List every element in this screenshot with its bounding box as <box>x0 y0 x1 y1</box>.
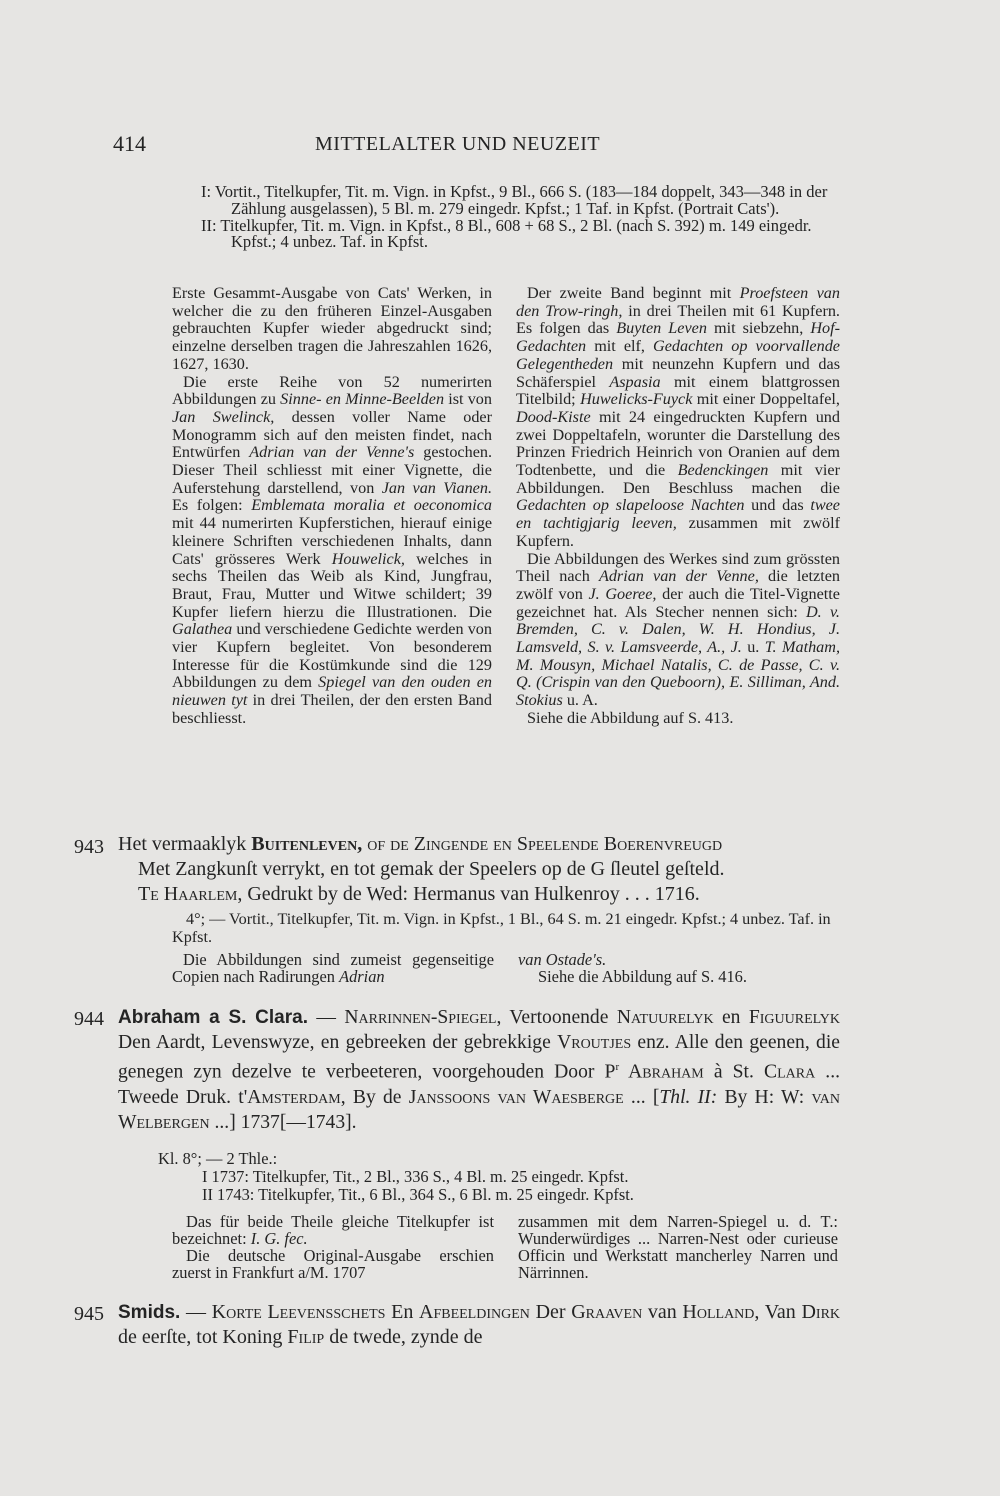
left-column <box>172 285 492 728</box>
entry-943-note-right-1: van Ostade's. <box>518 950 607 969</box>
entry-943-title-line-1: Het vermaaklyk Buitenleven, of de Zingende en Speelende Boerenvreugd <box>118 833 723 855</box>
entry-number-944: 944 <box>74 1008 104 1030</box>
left-paragraph-2: Die erste Reihe von 52 numerirten Abbildungen zu Sinne- en Minne-Beelden ist von Jan Swelinck, dessen voller Name oder Monogramm sich auf den meisten findet, nach Entwürfen Adrian van der Venne's gestochen. Dieser Theil schliesst mit einer Vignette, die Auferstehung darstellend, von Jan van Vianen. Es folgen: Emblemata moralia et oeconomica mit 44 numerirten Kupferstichen, hierauf einige kleinere Schriften verschiedenen Inhalts, dann Cats' grösseres Werk Houwelick, welches in sechs Theilen das Weib als Kind, Jungfrau, Braut, Frau, Mutter und Witwe schildert; 39 Kupfer liefern hierzu die Illustrationen. Die Galathea und verschiedene Gedichte werden von vier Kupfern begleitet. Von besonderem Interesse für die Kostümkunde sind die 129 Abbildungen zu dem Spiegel van den ouden en nieuwen tyt in drei Theilen, der den ersten Band beschliesst. <box>172 372 493 727</box>
entry-944-collation <box>158 1150 838 1204</box>
entry-943-title-line-2: Met Zangkunſt verrykt, en tot gemak der Speelers op de G ſleutel geſteld. <box>138 858 725 880</box>
page-number: 414 <box>113 131 146 156</box>
entry-943-note-right-2: Siehe die Abbildung auf S. 416. <box>538 967 747 986</box>
entry-943-title-line-3: Te Haarlem, Gedrukt by de Wed: Hermanus van Hulkenroy . . . 1716. <box>138 883 700 905</box>
entry-944-title: Abraham a S. Clara. — Narrinnen-Spiegel, Vertoonende Natuurelyk en Figuurelyk Den Aardt, Levenswyze, en gebreeken der gebrekkige Vroutjes enz. Alle den geenen, die genegen zyn dezelve te verbeeteren, voorgehouden Door $P^r$ Abraham à St. Clara ... Tweede Druk. t'Amsterdam, By de Janssoons van Waesberge ... [Thl. II: By H: W: van Welbergen ...] 1737[—1743]. <box>118 1007 840 1133</box>
entry-943-title <box>118 832 858 907</box>
entry-944-collation-3: II 1743: Titelkupfer, Tit., 6 Bl., 364 S., 6 Bl. m. 25 eingedr. Kpfst. <box>202 1185 634 1204</box>
collation-part-2: II: Titelkupfer, Tit. m. Vign. in Kpfst., 8 Bl., 608 + 68 S., 2 Bl. (nach S. 392) m. 149 eingedr. Kpfst.; 4 unbez. Taf. in Kpfst. <box>201 215 812 252</box>
entry-943-collation: 4°; — Vortit., Titelkupfer, Tit. m. Vign. in Kpfst., 1 Bl., 64 S. m. 21 eingedr. Kpfst.; 4 unbez. Taf. in Kpfst. <box>172 910 831 946</box>
collation-block <box>201 184 841 251</box>
entry-944-note-right: zusammen mit dem Narren-Spiegel u. d. T.: Wunderwürdiges ... Narren-Nest oder curieuse Officin und Werkstatt mancherley Narren und Närrinnen. <box>518 1212 838 1282</box>
left-paragraph-1: Erste Gesammt-Ausgabe von Cats' Werken, in welcher die zu den früheren Einzel-Ausgaben gebrauchten Kupfer wieder abgedruckt sind; einzelne derselben tragen die Jahreszahlen 1626, 1627, 1630. <box>172 284 492 373</box>
right-paragraph-3: Siehe die Abbildung auf S. 413. <box>527 708 734 727</box>
entry-945-title: Smids. — Korte Leevensschets En Afbeeldingen Der Graaven van Holland, Van Dirk de eerſte, tot Koning Filip de twede, zynde de <box>118 1301 841 1348</box>
collation-part-1: I: Vortit., Titelkupfer, Tit. m. Vign. in Kpfst., 9 Bl., 666 S. (183—184 doppelt, 343—348 in der Zählung ausgelassen), 5 Bl. m. 279 eingedr. Kpfst.; 1 Taf. in Kpfst. (Portrait Cats'). <box>201 182 828 218</box>
running-head: MITTELALTER UND NEUZEIT <box>315 133 601 155</box>
entry-943-note-right <box>518 951 838 985</box>
entry-944-collation-2: I 1737: Titelkupfer, Tit., 2 Bl., 336 S., 4 Bl. m. 25 eingedr. Kpfst. <box>202 1167 629 1186</box>
entry-943-note-left: Die Abbildungen sind zumeist gegenseitige Copien nach Radirungen Adrian <box>172 950 494 986</box>
entry-944-collation-1: Kl. 8°; — 2 Thle.: <box>158 1149 278 1168</box>
entry-number-943: 943 <box>74 836 104 858</box>
entry-944-note-left-1: Das für beide Theile gleiche Titelkupfer ist bezeichnet: I. G. fec. <box>172 1212 494 1248</box>
entry-number-945: 945 <box>74 1303 104 1325</box>
right-column <box>516 285 840 728</box>
right-paragraph-2: Die Abbildungen des Werkes sind zum grössten Theil nach Adrian van der Venne, die letzten zwölf von J. Goeree, der auch die Titel-Vignette gezeichnet hat. Als Stecher nennen sich: D. v. Bremden, C. v. Dalen, W. H. Hondius, J. Lamsveld, S. v. Lamsveerde, A., J. u. T. Matham, M. Mousyn, Michael Natalis, C. de Passe, C. v. Q. (Crispin van den Queboorn), E. Silliman, And. Stokius u. A. <box>516 549 841 710</box>
right-paragraph-1: Der zweite Band beginnt mit Proefsteen van den Trow-ringh, in drei Theilen mit 61 Kupfern. Es folgen das Buyten Leven mit siebzehn, Hof-Gedachten mit elf, Gedachten op voorvallende Gelegentheden mit neunzehn Kupfern und das Schäferspiel Aspasia mit einem blattgrossen Titelbild; Huwelicks-Fuyck mit einer Doppeltafel, Dood-Kiste mit 24 eingedruckten Kupfern und zwei Doppeltafeln, worunter die Darstellung des Prinzen Friedrich Heinrich von Oranien auf dem Todtenbette, und die Bedenckingen mit vier Abbildungen. Den Beschluss machen die Gedachten op slapeloose Nachten und das twee en tachtigjarig leeven, zusammen mit zwölf Kupfern. <box>516 284 841 550</box>
entry-944-note-left-2: Die deutsche Original-Ausgabe erschien zuerst in Frankfurt a/M. 1707 <box>172 1246 494 1282</box>
entry-944-note-left <box>172 1213 494 1281</box>
